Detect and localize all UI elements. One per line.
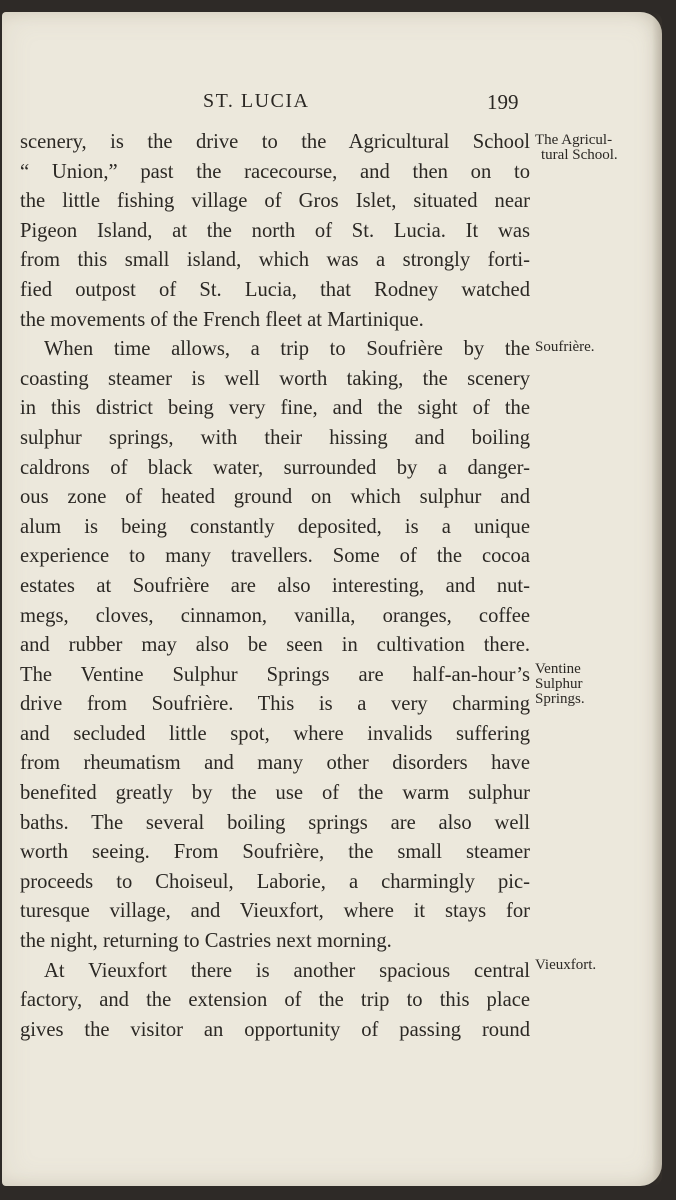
margin-note-line: Soufrière. [535, 339, 595, 355]
text-line: megs, cloves, cinnamon, vanilla, oranges, coffee [20, 604, 530, 627]
text-line: and secluded little spot, where invalids suffering [20, 722, 530, 745]
text-line: scenery, is the drive to the Agricultural School [20, 131, 530, 153]
margin-note-vieuxfort [535, 958, 596, 973]
text-line: from rheumatism and many other disorders have [20, 752, 530, 775]
page-header [0, 86, 676, 116]
text-line: benefited greatly by the use of the warm sulphur [20, 782, 530, 805]
text-line: Pigeon Island, at the north of St. Lucia. It was [20, 219, 530, 242]
text-line: At Vieuxfort there is another spacious central [44, 959, 530, 982]
text-line: drive from Soufrière. This is a very charming [20, 693, 530, 716]
text-line: coasting steamer is well worth taking, the scenery [20, 367, 530, 390]
text-line: fied outpost of St. Lucia, that Rodney watched [20, 278, 530, 301]
text-line: alum is being constantly deposited, is a unique [20, 515, 530, 538]
text-line: the night, returning to Castries next morning. [20, 930, 392, 953]
text-line: The Ventine Sulphur Springs are half-an-hour’s [20, 663, 530, 686]
text-line: turesque village, and Vieuxfort, where it stays for [20, 900, 530, 923]
text-line: the little fishing village of Gros Islet, situated near [20, 190, 530, 213]
text-line: from this small island, which was a strongly forti- [20, 249, 530, 272]
text-line: and rubber may also be seen in cultivation there. [20, 634, 530, 657]
margin-note-ventine-sulphur-springs [535, 662, 585, 707]
page-number: 199 [487, 90, 519, 114]
text-line: experience to many travellers. Some of the cocoa [20, 545, 530, 568]
text-line: sulphur springs, with their hissing and boiling [20, 426, 530, 449]
text-line: gives the visitor an opportunity of passing round [20, 1018, 530, 1041]
body-text [20, 128, 530, 1045]
margin-note-soufriere [535, 340, 595, 355]
text-line: “ Union,” past the racecourse, and then on to [20, 160, 530, 183]
margin-note-line: Ventine [535, 661, 581, 677]
text-line: When time allows, a trip to Soufrière by the [44, 338, 530, 361]
text-line: ous zone of heated ground on which sulphur and [20, 486, 530, 509]
text-line: proceeds to Choiseul, Laborie, a charmingly pic- [20, 870, 530, 893]
text-line: baths. The several boiling springs are also well [20, 811, 530, 834]
margin-note-line: The Agricul- [535, 132, 613, 148]
margin-note-agricultural-school [535, 133, 618, 163]
margin-note-line: Vieuxfort. [535, 957, 597, 973]
margin-note-line: Springs. [535, 691, 585, 707]
margin-note-line: Sulphur [535, 676, 583, 692]
margin-note-line: tural School. [541, 147, 618, 163]
running-head: ST. LUCIA [203, 90, 310, 112]
text-line: factory, and the extension of the trip to this place [20, 989, 530, 1012]
text-line: the movements of the French fleet at Martinique. [20, 308, 424, 331]
text-line: worth seeing. From Soufrière, the small steamer [20, 841, 530, 864]
text-line: caldrons of black water, surrounded by a danger- [20, 456, 530, 479]
text-line: estates at Soufrière are also interesting, and nut- [20, 574, 530, 597]
text-line: in this district being very fine, and the sight of the [20, 397, 530, 420]
